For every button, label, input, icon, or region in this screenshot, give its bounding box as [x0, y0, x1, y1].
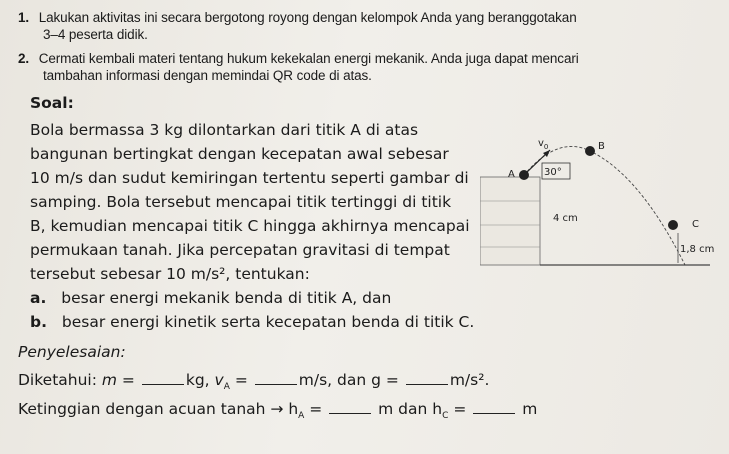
trajectory-path: [524, 146, 685, 265]
instruction-2-line2: tambahan informasi dengan memindai QR code di atas.: [43, 68, 372, 83]
penyelesaian-heading: Penyelesaian:: [18, 343, 126, 361]
m-unit: kg,: [185, 371, 210, 389]
hc-eq: =: [453, 400, 467, 418]
instruction-2-number: 2.: [18, 51, 30, 66]
ketinggian-row: [18, 400, 537, 421]
instruction-1: [18, 10, 577, 25]
ha-label: h: [288, 400, 299, 418]
diketahui-label: Diketahui:: [18, 371, 97, 389]
ha-sub: A: [298, 411, 305, 422]
point-b-label: B: [598, 141, 605, 152]
building: [480, 177, 540, 265]
point-c-ball: [668, 220, 678, 230]
instruction-1-line2: 3–4 peserta didik.: [43, 27, 148, 42]
g-label: g =: [371, 371, 399, 389]
soal-line: bangunan bertingkat dengan kecepatan awal sebesar: [30, 145, 449, 163]
v-eq: =: [234, 371, 248, 389]
question-b-text: besar energi kinetik serta kecepatan benda di titik C.: [61, 313, 475, 331]
ha-eq: =: [309, 400, 323, 418]
hc-unit: m: [522, 400, 538, 418]
instruction-2: [18, 51, 579, 66]
hc-label: h: [432, 400, 443, 418]
angle-label: 30°: [544, 167, 562, 178]
g-unit: m/s².: [449, 371, 490, 389]
soal-line: Bola bermassa 3 kg dilontarkan dari titik A di atas: [30, 121, 419, 139]
g-blank[interactable]: [406, 372, 448, 385]
question-b-label: b.: [30, 313, 47, 331]
v-unit: m/s, dan: [298, 371, 367, 389]
point-b-ball: [585, 146, 595, 156]
question-a-label: a.: [30, 289, 47, 307]
v-sub: A: [223, 382, 230, 393]
ha-unit: m dan: [378, 400, 428, 418]
v-label: v: [214, 371, 224, 389]
hc-blank[interactable]: [473, 401, 515, 414]
soal-line: B, kemudian mencapai titik C hingga akhirnya mencapai: [30, 217, 470, 235]
question-a: [30, 289, 391, 307]
ketinggian-label: Ketinggian dengan acuan tanah →: [18, 400, 284, 418]
soal-line: samping. Bola tersebut mencapai titik tertinggi di titik: [30, 193, 452, 211]
soal-line: tersebut sebesar 10 m/s², tentukan:: [30, 265, 310, 283]
hc-sub: C: [442, 411, 449, 422]
building-height-label: 4 cm: [553, 213, 578, 224]
instruction-1-number: 1.: [18, 10, 30, 25]
soal-line: 10 m/s dan sudut kemiringan tertentu seperti gambar di: [30, 169, 469, 187]
m-blank[interactable]: [142, 372, 184, 385]
instruction-2-line1: Cermati kembali materi tentang hukum kekekalan energi mekanik. Anda juga dapat mencari: [38, 51, 579, 66]
ha-blank[interactable]: [329, 401, 371, 414]
height-c-label: 1,8 cm: [680, 244, 715, 255]
question-a-text: besar energi mekanik benda di titik A, dan: [61, 289, 392, 307]
v-blank[interactable]: [255, 372, 297, 385]
instruction-1-line1: Lakukan aktivitas ini secara bergotong royong dengan kelompok Anda yang beranggotakan: [38, 10, 577, 25]
question-b: [30, 313, 474, 331]
soal-line: permukaan tanah. Jika percepatan gravitasi di tempat: [30, 241, 450, 259]
projectile-diagram: [480, 135, 720, 275]
point-a-label: A: [508, 169, 515, 180]
point-c-label: C: [692, 219, 699, 230]
soal-heading: Soal:: [30, 94, 74, 112]
diketahui-row: [18, 371, 489, 392]
point-a-ball: [519, 170, 529, 180]
m-label: m =: [101, 371, 135, 389]
v0-label: $v_0$: [538, 138, 549, 151]
